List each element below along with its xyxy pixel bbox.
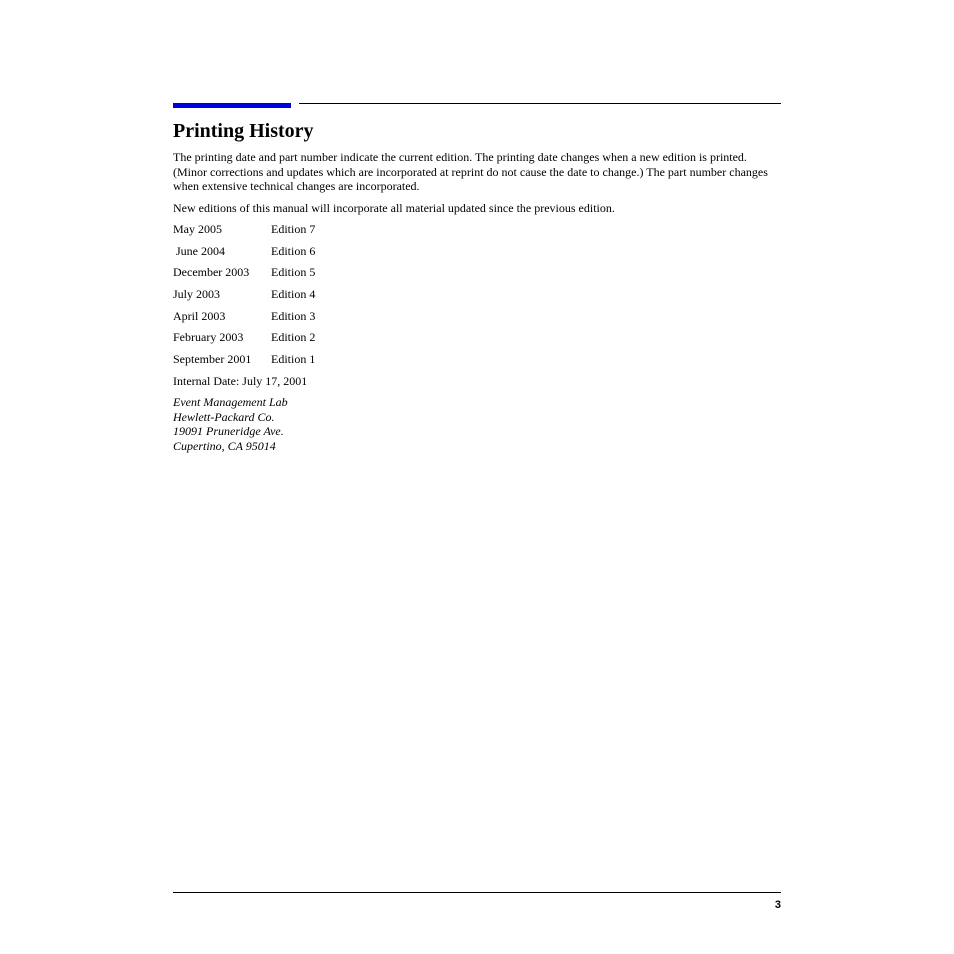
history-edition: Edition 6 <box>271 243 316 258</box>
history-edition: Edition 1 <box>271 352 316 367</box>
history-row <box>173 309 781 324</box>
history-row <box>173 244 781 259</box>
history-date: July 2003 <box>173 287 221 302</box>
history-row <box>173 330 781 345</box>
document-body <box>173 150 781 453</box>
address-line: Hewlett-Packard Co. <box>173 409 275 424</box>
editions-paragraph: New editions of this manual will incorporate all material updated since the previous edition. <box>173 200 615 215</box>
history-row <box>173 287 781 302</box>
intro-paragraph: The printing date and part number indicate the current edition. The printing date changes when a new edition is printed. (Minor corrections and updates which are incorporated at reprint do not cause the date to change.) The part number changes when extensive technical changes are incorporated. <box>173 150 768 193</box>
header-rule <box>299 103 781 104</box>
footer-rule <box>173 892 781 893</box>
internal-date: Internal Date: July 17, 2001 <box>173 373 308 388</box>
history-row <box>173 265 781 280</box>
history-row <box>173 222 781 237</box>
history-edition: Edition 7 <box>271 222 316 236</box>
address-line: 19091 Pruneridge Ave. <box>173 424 284 439</box>
address-line: Event Management Lab <box>173 395 288 410</box>
address-line: Cupertino, CA 95014 <box>173 438 276 453</box>
history-edition: Edition 2 <box>271 330 316 345</box>
history-edition: Edition 5 <box>271 265 316 280</box>
history-date: May 2005 <box>173 222 222 236</box>
history-date: February 2003 <box>173 330 244 345</box>
page-number: 3 <box>774 899 781 911</box>
publisher-address <box>173 395 781 453</box>
history-date: June 2004 <box>173 243 225 258</box>
section-accent-rule <box>173 103 291 108</box>
history-date: December 2003 <box>173 265 250 280</box>
history-date: September 2001 <box>173 352 252 367</box>
history-row <box>173 352 781 367</box>
history-date: April 2003 <box>173 308 226 323</box>
history-edition: Edition 4 <box>271 287 316 302</box>
history-edition: Edition 3 <box>271 308 316 323</box>
page-title: Printing History <box>173 120 314 142</box>
printing-history-list <box>173 222 781 367</box>
